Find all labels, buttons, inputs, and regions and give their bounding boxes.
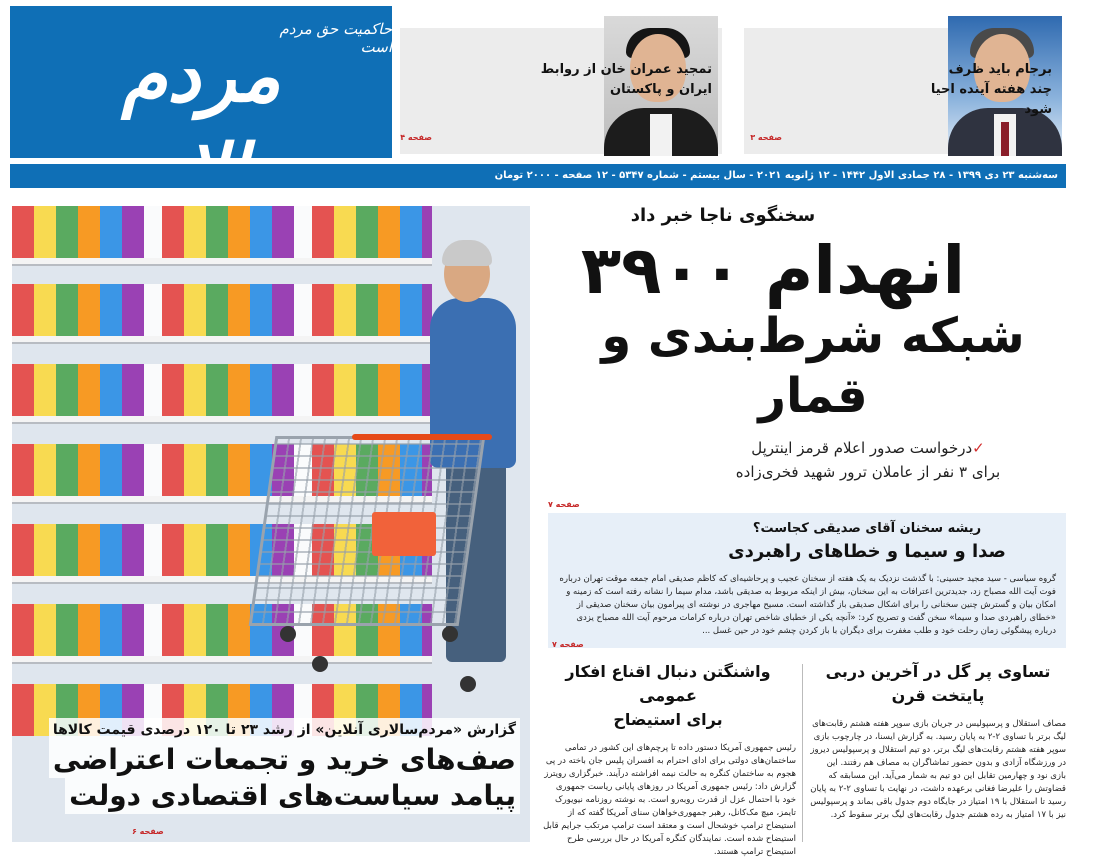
photo-story-headline-2: پیامد سیاست‌های اقتصادی دولت — [65, 778, 520, 814]
masthead[interactable] — [10, 6, 392, 158]
story-washington[interactable] — [540, 660, 796, 859]
shelf — [12, 416, 432, 424]
story-body: مصاف استقلال و پرسپولیس در جریان بازی سوپر هفته هشتم رقابت‌های لیگ برتر با تساوی ۲-۲ به پایان رسید. به گزارش ایسنا، در چارچوب بازی سوپر هفته هشتم رقابت‌های لیگ برتر، دو تیم استقلال و پرسپولیس دیروز در ورزشگاه آزادی و بدون حضور تماشاگران به مصاف هم رفتند. این بازی نود و چهارمین تقابل این دو تیم به شمار می‌آید. این مسابقه که قضاوتش را علیرضا فغانی برعهده داشت، در نهایت با تساوی ۲-۲ به پایان رسید تا استقلال با ۱۹ امتیاز در جایگاه دوم جدول باقی بماند و پرسپولیس نیز با ۱۷ امتیاز به رده هشتم جدول رقابت‌های لیگ برتر سقوط کرد. — [810, 719, 1066, 820]
cart-wheel — [280, 626, 296, 642]
photo-story-kicker: گزارش «مردم‌سالاری آنلاین» از رشد ۲۳ تا ۱۲۰ درصدی قیمت کالاها — [49, 718, 520, 742]
shelf — [12, 656, 432, 664]
main-story-page-ref: صفحه ۷ — [548, 500, 580, 509]
teaser-page-ref: صفحه ۳ — [750, 133, 782, 142]
shelf — [12, 336, 432, 344]
product-row — [12, 284, 432, 336]
photo-story[interactable] — [12, 718, 530, 842]
teaser-headline: تمجید عمران خان از روابط ایران و پاکستان — [540, 62, 712, 97]
cart-tag — [372, 512, 436, 556]
teaser-page-ref: صفحه ۴ — [400, 133, 432, 142]
story-derby[interactable] — [810, 660, 1066, 822]
shopper-hair — [442, 240, 492, 266]
box-story[interactable] — [548, 513, 1066, 648]
newspaper-logo: مردم — [121, 33, 281, 119]
photo-story-page-ref: صفحه ۶ — [132, 827, 164, 836]
photo-story-headline-1: صف‌های خرید و تجمعات اعتراضی — [49, 742, 520, 778]
main-story[interactable] — [540, 196, 1066, 484]
main-subhead-line-2: برای ۳ نفر از عاملان ترور شهید فخری‌زاده — [735, 463, 1001, 481]
box-story-page-ref: صفحه ۷ — [552, 640, 584, 649]
story-body: رئیس جمهوری آمریکا دستور داده تا پرچم‌های این کشور در تمامی ساختمان‌های دولتی برای ادای احترام به افسران پلیس جان باخته در پی هجوم به ساختمان کنگره به حالت نیمه افراشته درآیند. خبرگزاری رویترز گزارش داد: رئیس جمهوری آمریکا در روزهای پایانی ریاست جمهوری خود با احتمال عزل از قدرت روبه‌رو است. به نوشته روزنامه نیویورک تایمز، میچ مک‌کانل، رهبر جمهوری‌خواهان سنای آمریکا گفته که از استیضاح ترامپ خوشحال است و معتقد است ترامپ مرتکب جرایم قابل استیضاح شده است. نمایندگان کنگره آمریکا در حال بررسی طرح استیضاح ترامپ هستند. — [543, 743, 796, 857]
photo-shirt — [650, 114, 672, 156]
issue-date-bar: سه‌شنبه ۲۳ دی ۱۳۹۹ - ۲۸ جمادی الاول ۱۴۴۲ - ۱۲ ژانویه ۲۰۲۱ - سال بیستم - شماره ۵۳۴۷ - ۱۲ صفحه - ۲۰۰۰ تومان — [10, 164, 1066, 188]
main-subhead — [670, 436, 1066, 484]
box-story-body: گروه سیاسی - سید مجید حسینی: با گذشت نزدیک به یک هفته از سخنان عجیب و پرحاشیه‌ای که کاظم صدیقی امام جمعه موقت تهران درباره فوت آیت الله مصباح زد، جدیدترین اعترافات به این سخنان، بیش از اینکه مربوط به صدیقی باشد، مدام سیما را نشانه رفته است که زمینه و امکان بیان و گسترش چنین سخنانی را برای اشکال صدیقی باز گذاشته است. مسیح مهاجری در نوشته ای پیرامون بیان سخنان صدیقی از «خطای راهبردی صدا و سیما» سخن گفت و تصریح کرد: «آنچه یکی از خطبای شاخص تهران درباره کرامات مرحوم آیت الله مصباح یزدی درباره پیشگوئی زمان رحلت خود و طلب مغفرت برای دیگران با باز کردن چشم خود در حین غسل ... — [559, 574, 1056, 636]
box-story-title: صدا و سیما و خطاهای راهبردی — [728, 541, 1006, 562]
story-title-2: پایتخت قرن — [891, 686, 985, 705]
box-story-kicker: ریشه سخنان آقای صدیقی کجاست؟ — [752, 521, 982, 536]
main-headline-1: انهدام ۳۹۰۰ — [580, 232, 966, 309]
cart-wheel — [442, 626, 458, 642]
story-title-2: برای استیضاح — [613, 710, 723, 729]
photo-tie — [1001, 122, 1009, 156]
shelf — [12, 258, 432, 266]
masthead-slogan: حاکمیت حق مردم است — [279, 20, 392, 56]
column-divider — [802, 664, 803, 842]
teaser-imran-khan[interactable] — [400, 28, 722, 154]
story-title-1: تساوی پر گل در آخرین دربی — [825, 662, 1051, 681]
check-icon: ✓ — [972, 439, 985, 457]
product-row — [12, 364, 432, 416]
cart-wheel — [460, 676, 476, 692]
main-story-overline: سخنگوی ناجا خبر داد — [630, 205, 816, 226]
story-title-1: واشنگتن دنبال اقناع افکار عمومی — [565, 662, 771, 705]
teaser-headline: برجام باید ظرف چند هفته آینده احیا شود — [930, 62, 1052, 117]
teaser-jcpoa[interactable] — [744, 28, 1062, 154]
main-subhead-line-1: درخواست صدور اعلام قرمز اینترپل — [751, 439, 973, 457]
main-headline-2: شبکه شرط‌بندی و قمار — [601, 308, 1025, 424]
cart-handle — [352, 434, 492, 440]
shopping-cart — [249, 436, 486, 626]
cart-wheel — [312, 656, 328, 672]
product-row — [12, 206, 432, 258]
